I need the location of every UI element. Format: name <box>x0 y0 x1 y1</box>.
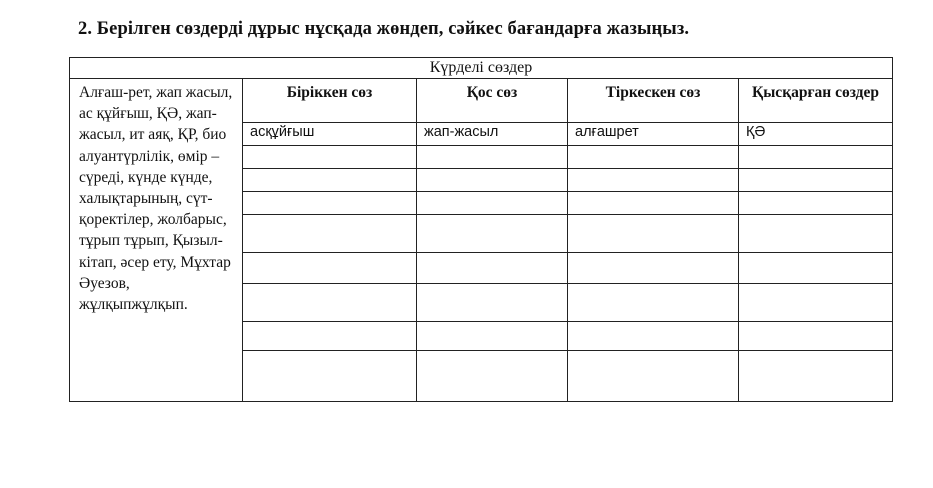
compound-words-table <box>69 57 893 402</box>
answer-cell <box>568 351 739 402</box>
answer-cell <box>417 322 568 351</box>
answer-cell <box>417 284 568 322</box>
answer-cell <box>243 169 417 192</box>
answer-cell: асқұйғыш <box>243 123 417 146</box>
column-header-compound: Біріккен сөз <box>243 79 417 123</box>
answer-cell <box>243 284 417 322</box>
table-header-row <box>70 79 893 123</box>
table-title-row <box>70 58 893 79</box>
answer-cell <box>417 253 568 284</box>
answer-cell <box>243 192 417 215</box>
column-header-abbreviated: Қысқарған сөздер <box>739 79 893 123</box>
answer-cell <box>568 322 739 351</box>
answer-cell <box>243 351 417 402</box>
answer-cell <box>739 192 893 215</box>
answer-cell <box>739 351 893 402</box>
answer-cell <box>739 322 893 351</box>
answer-cell <box>243 253 417 284</box>
answer-cell: жап-жасыл <box>417 123 568 146</box>
column-header-phrase: Тіркескен сөз <box>568 79 739 123</box>
answer-cell <box>568 215 739 253</box>
answer-cell <box>243 146 417 169</box>
answer-cell <box>739 215 893 253</box>
answer-cell <box>417 215 568 253</box>
answer-cell <box>243 215 417 253</box>
word-list: Алғаш-рет, жап жасыл, ас құйғыш, ҚӘ, жап-жасыл, ит аяқ, ҚР, био алуантүрлілік, өмір – сүреді, күнде күнде, халықтарының, сүт-қоректілер, жолбарыс, тұрып тұрып, Қызыл-кітап, әсер ету, Мұхтар Әуезов, жұлқыпжұлқып. <box>70 79 243 402</box>
answer-cell: алғашрет <box>568 123 739 146</box>
answer-cell <box>568 192 739 215</box>
answer-cell <box>417 192 568 215</box>
answer-cell <box>417 169 568 192</box>
answer-cell <box>243 322 417 351</box>
answer-cell <box>568 146 739 169</box>
answer-cell <box>739 169 893 192</box>
answer-cell <box>739 284 893 322</box>
answer-cell <box>568 253 739 284</box>
answer-cell <box>417 146 568 169</box>
answer-cell <box>568 284 739 322</box>
answer-cell <box>568 169 739 192</box>
answer-cell: ҚӘ <box>739 123 893 146</box>
column-header-paired: Қос сөз <box>417 79 568 123</box>
answer-cell <box>739 146 893 169</box>
table-title: Күрделі сөздер <box>70 58 893 79</box>
answer-cell <box>417 351 568 402</box>
task-heading: 2. Берілген сөздерді дұрыс нұсқада жөндеп, сәйкес бағандарға жазыңыз. <box>78 19 690 39</box>
answer-cell <box>739 253 893 284</box>
